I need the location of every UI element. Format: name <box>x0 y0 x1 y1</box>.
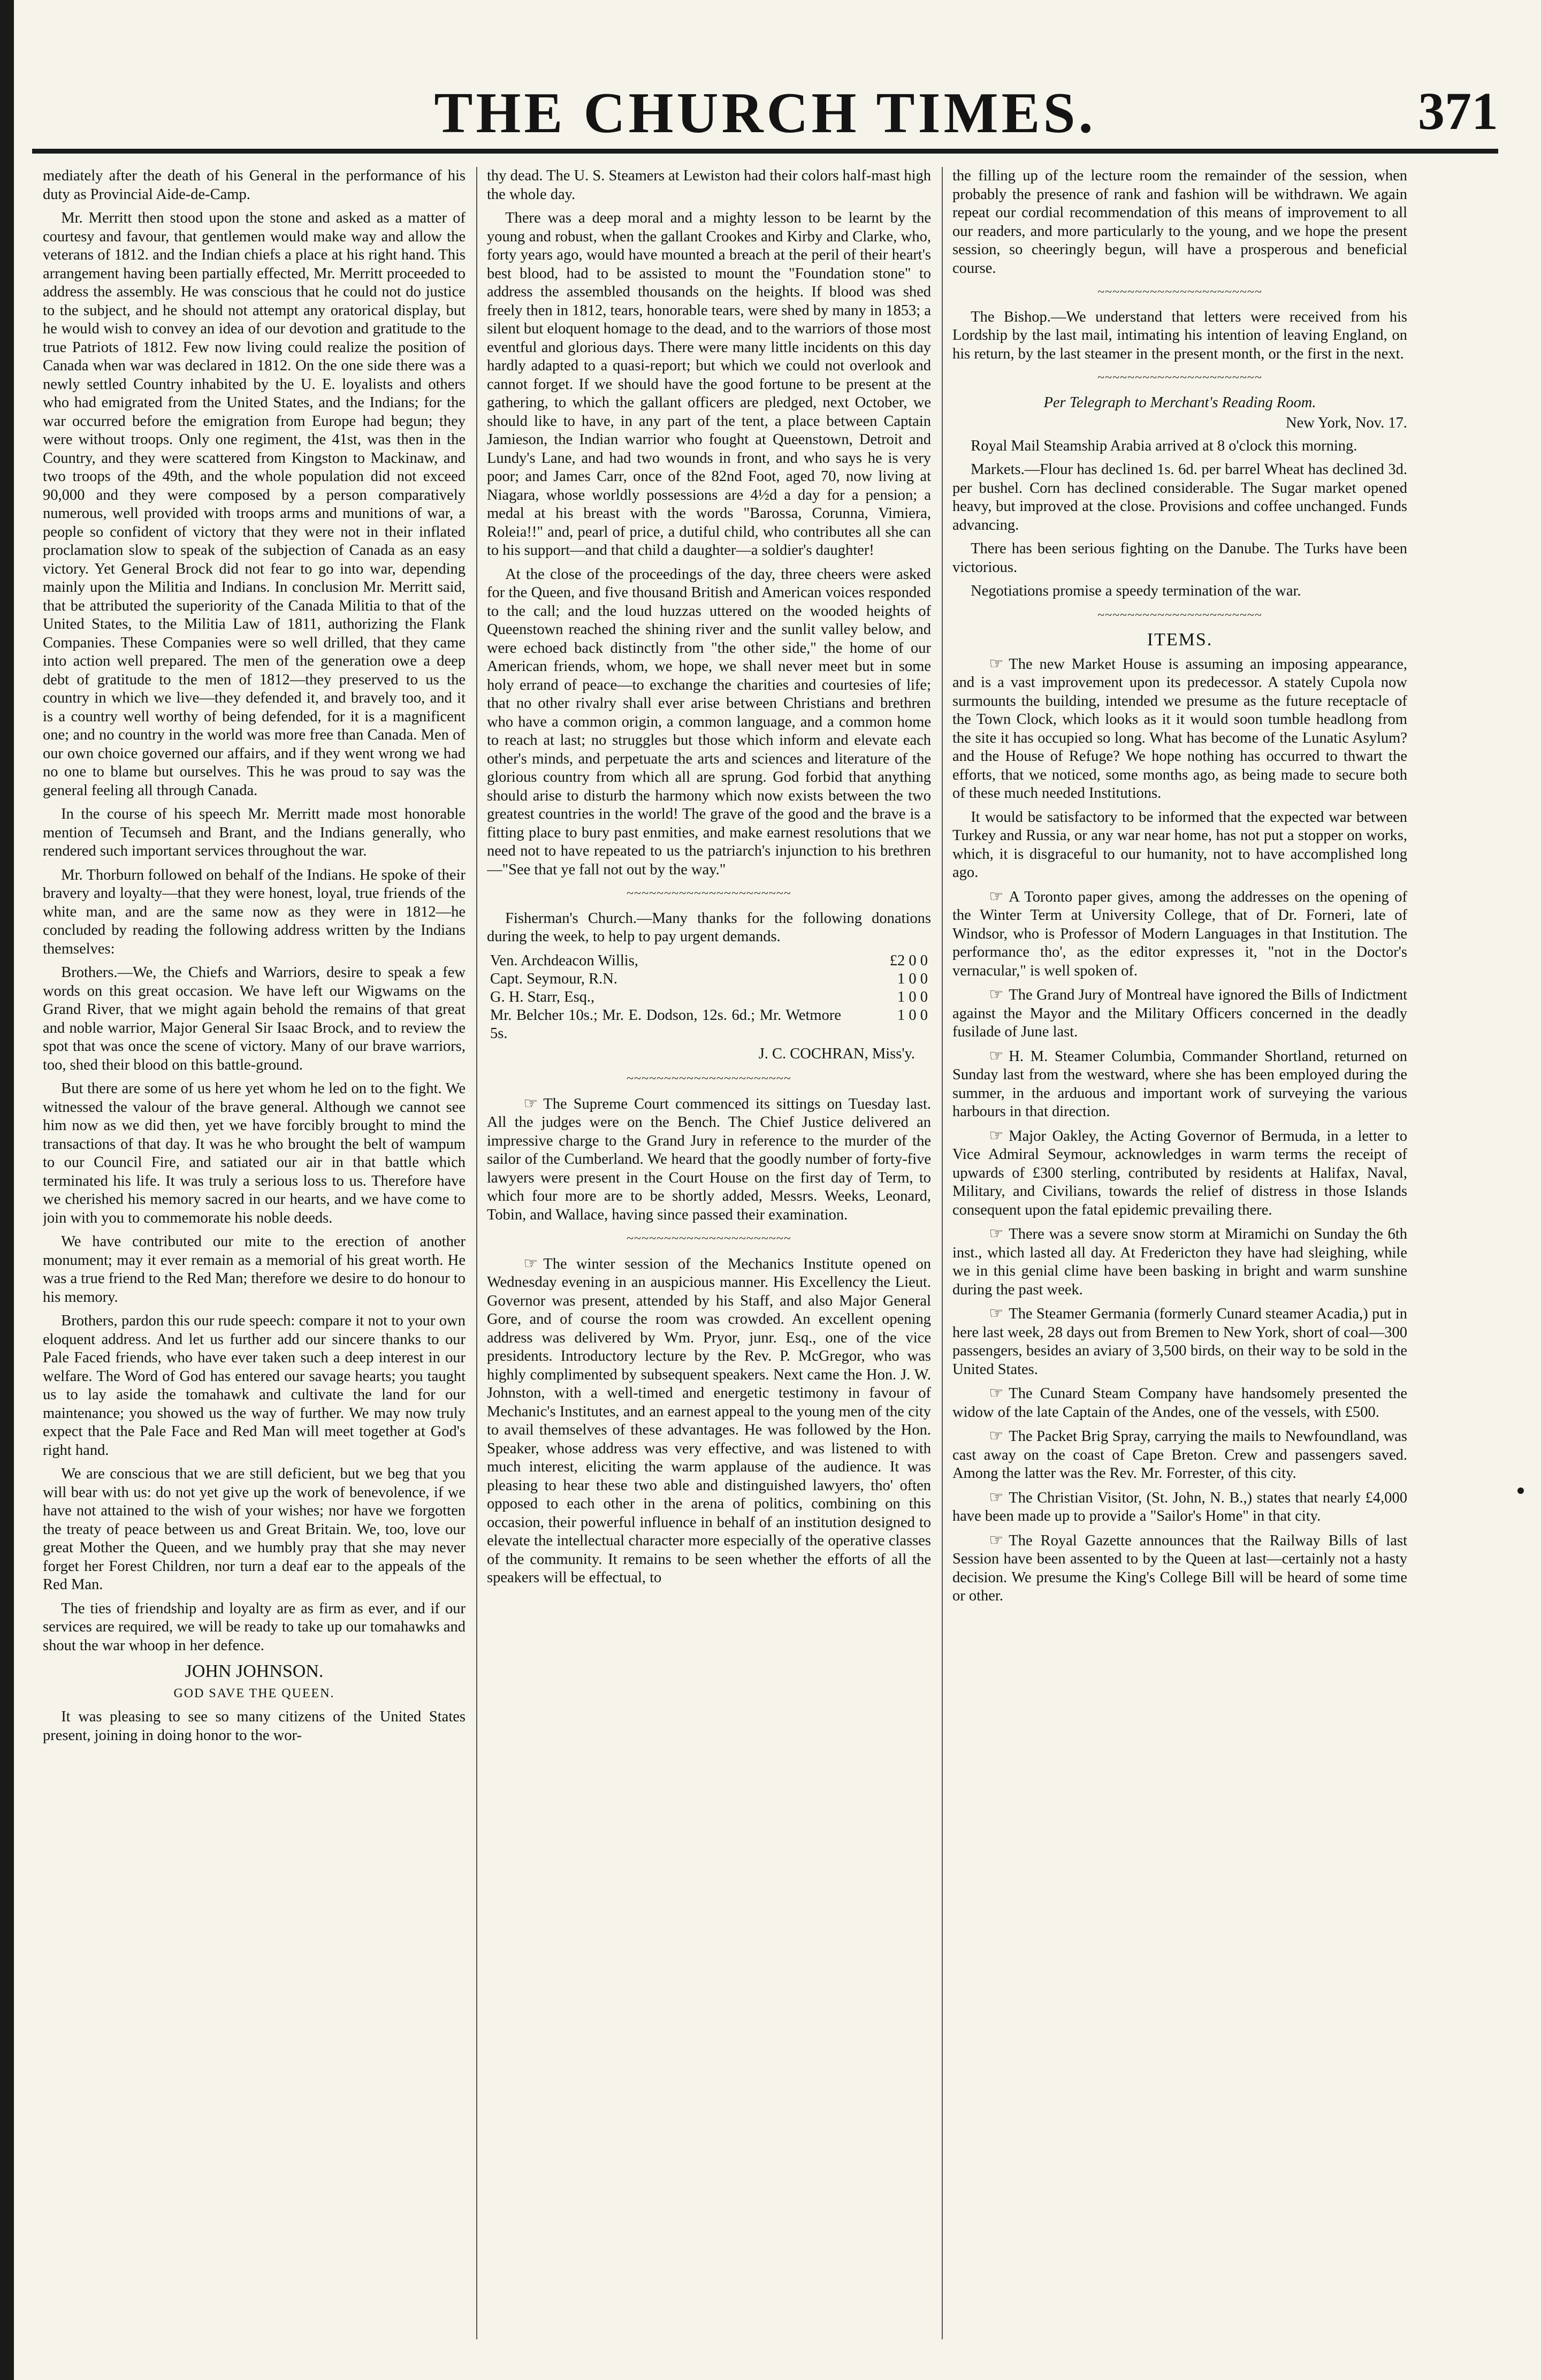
paragraph: the filling up of the lecture room the remainder of the session, when probably the presence of rank and fashion will be withdrawn. We again repeat our cordial recommendation of this means of improvement to all our readers, and more particularly to the young, and we hope the present session, so cheeringly begun, will have a prosperous and beneficial course. <box>952 167 1407 277</box>
pointing-hand-icon: ☞ <box>989 654 1004 673</box>
pointing-hand-icon: ☞ <box>989 1384 1004 1402</box>
paragraph: In the course of his speech Mr. Merritt made most honorable mention of Tecumseh and Brant, and the Indians generally, who rendered such important services throughout the war. <box>43 806 466 859</box>
donor-name: G. H. Starr, Esq., <box>490 988 595 1005</box>
donation-amount: £2 0 0 <box>889 952 928 969</box>
subscription-table <box>487 952 931 1043</box>
closing-line: GOD SAVE THE QUEEN. <box>173 1686 335 1700</box>
paragraph: The winter session of the Mechanics Institute opened on Wednesday evening in an auspicious manner. His Excellency the Lieut. Governor was present, attended by his Staff, and also Major General Gore, and of course the room was crowded. An excellent opening address was delivered by Wm. Pryor, junr. Esq., one of the vice presidents. Introductory lecture by the Rev. P. McGregor, who was highly complimented by subsequent speakers. Next came the Hon. J. W. Johnston, with a well-timed and energetic testimony in favour of Mechanic's Institutes, and an earnest appeal to the young men of the city to avail themselves of these advantages. He was followed by the Hon. Speaker, whose address was very effective, and was listened to with much interest, eliciting the warm applause of the audience. It was pleasing to hear these two able and distinguished lawyers, tho' often opposed to each other in the arena of politics, combining on this occasion, their powerful influence in behalf of an institution designed to elevate the intellectual character more especially of the operative classes of the community. It remains to be seen whether the efforts of all the speakers will be effectual, to <box>487 1255 931 1586</box>
column-2 <box>487 167 931 2339</box>
donation-amount: 1 0 0 <box>897 1006 928 1024</box>
paragraph: The Supreme Court commenced its sittings on Tuesday last. All the judges were on the Bench. The Chief Justice delivered an impressive charge to the Grand Jury in reference to the murder of the sailor of the Cumberland. We heard that the goodly number of forty-five lawyers were present in the Court House on the first day of Term, to which four more are to be shortly added, Messrs. Weeks, Leonard, Tobin, and Wallace, having since passed their examination. <box>487 1095 931 1223</box>
table-row <box>487 1006 931 1043</box>
pointing-hand-icon: ☞ <box>989 1225 1004 1242</box>
telegraph-heading: Per Telegraph to Merchant's Reading Room. <box>1043 394 1316 411</box>
column-divider <box>942 167 943 2339</box>
item-paragraph: H. M. Steamer Columbia, Commander Shortland, returned on Sunday last from the westward, where she has been employed during the summer, in the arduous and important work of surveying the various harbours in that direction. <box>952 1048 1407 1120</box>
paragraph: But there are some of us here yet whom he led on to the fight. We witnessed the valour of the brave general. Although we cannot see him now as we did then, yet we have forcibly brought to mind the transactions of that day. It was he who brought the belt of wampum to our Council Fire, and satiated our air in that battle which terminated his life. It was truly a serious loss to us. Therefore have we cherished his memory sacred in our hearts, and we have come to join with you to commemorate his noble deeds. <box>43 1080 466 1226</box>
paragraph: Brothers, pardon this our rude speech: compare it not to your own eloquent address. And let us further add our sincere thanks to our Pale Faced friends, who have ever taken such a deep interest in our welfare. The Word of God has entered our savage hearts; you taught us to lay aside the tomahawk and cultivate the land for our maintenance; you showed us the way of further. We may now truly expect that the Pale Face and Red Man will meet together at God's right hand. <box>43 1313 466 1459</box>
column-1 <box>43 167 466 2339</box>
item-paragraph: There was a severe snow storm at Miramichi on Sunday the 6th inst., which lasted all day. At Fredericton they have had sleighing, while we in this genial clime have been basking in bright and warm sunshine during the past week. <box>952 1226 1407 1298</box>
paragraph: At the close of the proceedings of the day, three cheers were asked for the Queen, and five thousand British and American voices responded to the call; and the loud huzzas uttered on the wooded heights of Queenstown reached the shining river and the sunlit valley below, and were echoed back distinctly from "the other side," the home of our American friends, whom, we hope, we shall never meet but in some holy errand of peace—to exchange the charities and courtesies of life; that no other rivalry shall ever arise between Christians and brethren who have a common origin, a common language, and a common home to reach at last; no struggles but those which inform and elevate each other's minds, and perpetuate the arts and sciences and literature of the glorious country from which all are sprung. God forbid that anything should arise to disturb the harmony which now exists between the two greatest countries in the world! The grave of the good and the brave is a fitting place to bury past enmities, and make earnest resolutions that we need not to have repeated to us the patriarch's injunction to his brethren—"See that ye fall not out by the way." <box>487 566 931 878</box>
dateline: New York, Nov. 17. <box>1286 415 1407 431</box>
newspaper-title: THE CHURCH TIMES. <box>434 81 1096 145</box>
donor-name: Ven. Archdeacon Willis, <box>490 952 638 969</box>
page-spine-edge <box>0 0 14 2380</box>
item-paragraph: The Royal Gazette announces that the Railway Bills of last Session have been assented to by the Queen at last—certainly not a hasty decision. We presume the King's College Bill will be heard of some time or other. <box>952 1532 1407 1604</box>
margin-dot <box>1517 1488 1524 1494</box>
pointing-hand-icon: ☞ <box>989 1427 1004 1445</box>
paragraph: Negotiations promise a speedy termination of the war. <box>971 583 1301 599</box>
paragraph: It was pleasing to see so many citizens of the United States present, joining in doing honor to the wor- <box>43 1708 466 1744</box>
ornamental-divider: ~~~~~~~~~~~~~~~~~~~~~~ <box>627 1072 791 1086</box>
table-row <box>487 952 931 970</box>
item-paragraph: The new Market House is assuming an imposing appearance, and is a vast improvement upon its predecessor. A stately Cupola now surmounts the building, intended we presume as the future receptacle of the Town Clock, which looks as it it would soon tumble headlong from the site it has occupied so long. What has become of the Lunatic Asylum? and the House of Refuge? We hope nothing has occurred to thwart the efforts, that we noticed, some months ago, as being made to secure both of these much needed Institutions. <box>952 655 1407 802</box>
item-paragraph: It would be satisfactory to be informed that the expected war between Turkey and Russia, or any war near home, has not put a stopper on works, which, it is disgraceful to our humanity, not to have accomplished long ago. <box>952 808 1407 881</box>
page-header <box>32 80 1498 144</box>
paragraph: We are conscious that we are still deficient, but we beg that you will bear with us: do not yet give up the work of benevolence, if we have not attained to the wish of your wishes; nor have we forgotten the treaty of peace between us and Great Britain. We, too, love our great Mother the Queen, and we humbly pray that she may never forget her Forest Children, nor turn a deaf ear to the appeals of the Red Man. <box>43 1466 466 1593</box>
pointing-hand-icon: ☞ <box>523 1254 538 1272</box>
header-rule <box>32 149 1498 154</box>
pointing-hand-icon: ☞ <box>989 1531 1004 1549</box>
paragraph: Fisherman's Church.—Many thanks for the following donations during the week, to help to pay urgent demands. <box>487 910 931 945</box>
table-row <box>487 970 931 988</box>
item-paragraph: A Toronto paper gives, among the addresses on the opening of the Winter Term at University College, that of Dr. Forneri, late of Windsor, who is Professor of Modern Languages in that Institution. The performance tho', as the editor expresses it, "not in the Doctor's vernacular," is well spoken of. <box>952 888 1407 979</box>
donation-amount: 1 0 0 <box>897 970 928 987</box>
paragraph: The ties of friendship and loyalty are as firm as ever, and if our services are required, we will be ready to take up our tomahawks and shout the war whoop in her defence. <box>43 1600 466 1654</box>
ornamental-divider: ~~~~~~~~~~~~~~~~~~~~~~ <box>1097 371 1262 385</box>
column-divider <box>476 167 477 2339</box>
paragraph: Markets.—Flour has declined 1s. 6d. per barrel Wheat has declined 3d. per bushel. Corn has declined considerable. The Sugar market opened heavy, but improved at the close. Provisions and coffee unchanged. Funds advancing. <box>952 461 1407 533</box>
item-paragraph: The Cunard Steam Company have handsomely presented the widow of the late Captain of the Andes, one of the vessels, with £500. <box>952 1385 1407 1421</box>
section-heading-items: ITEMS. <box>1147 630 1213 650</box>
donation-amount: 1 0 0 <box>897 988 928 1005</box>
donor-name: Capt. Seymour, R.N. <box>490 970 617 987</box>
item-paragraph: Major Oakley, the Acting Governor of Bermuda, in a letter to Vice Admiral Seymour, acknowledges in warm terms the receipt of upwards of £300 sterling, contributed by residents at Halifax, Naval, Military, and Civilians, towards the relief of distress in those Islands consequent upon the fatal epidemic prevailing there. <box>952 1127 1407 1218</box>
ornamental-divider: ~~~~~~~~~~~~~~~~~~~~~~ <box>1097 608 1262 622</box>
pointing-hand-icon: ☞ <box>989 887 1004 905</box>
ornamental-divider: ~~~~~~~~~~~~~~~~~~~~~~ <box>627 1232 791 1246</box>
paragraph: thy dead. The U. S. Steamers at Lewiston had their colors half-mast high the whole day. <box>487 167 931 203</box>
paragraph: mediately after the death of his General in the performance of his duty as Provincial Aide-de-Camp. <box>43 167 466 203</box>
item-paragraph: The Grand Jury of Montreal have ignored the Bills of Indictment against the Mayor and the Military Officers concerned in the deadly fusilade of June last. <box>952 987 1407 1040</box>
pointing-hand-icon: ☞ <box>989 1305 1004 1322</box>
paragraph: There has been serious fighting on the Danube. The Turks have been victorious. <box>952 540 1407 576</box>
pointing-hand-icon: ☞ <box>989 986 1004 1003</box>
donor-name: Mr. Belcher 10s.; Mr. E. Dodson, 12s. 6d.; Mr. Wetmore 5s. <box>490 1006 841 1042</box>
paragraph: The Bishop.—We understand that letters were received from his Lordship by the last mail, intimating his intention of leaving England, on his return, by the last steamer in the present month, or the first in the next. <box>952 308 1407 362</box>
page-number: 371 <box>1418 81 1498 141</box>
ornamental-divider: ~~~~~~~~~~~~~~~~~~~~~~ <box>1097 285 1262 299</box>
pointing-hand-icon: ☞ <box>523 1094 538 1112</box>
paragraph: We have contributed our mite to the erection of another monument; may it ever remain as a memorial of his great worth. He was a true friend to the Red Man; therefore we desire to do honour to his memory. <box>43 1233 466 1306</box>
item-paragraph: The Packet Brig Spray, carrying the mails to Newfoundland, was cast away on the coast of Cape Breton. Crew and passengers saved. Among the latter was the Rev. Mr. Forrester, of this city. <box>952 1428 1407 1482</box>
paragraph: Mr. Thorburn followed on behalf of the Indians. He spoke of their bravery and loyalty—that they were honest, loyal, true friends of the white man, and are the same now as they were in 1812—he concluded by reading the following address written by the Indians themselves: <box>43 866 466 957</box>
paragraph: Brothers.—We, the Chiefs and Warriors, desire to speak a few words on this great occasion. We have left our Wigwams on the Grand River, that we might again behold the remains of that great and noble warrior, Major General Sir Isaac Brock, and to review the spot that was once the scene of victory. Many of our brave warriors, too, shed their blood on this battle-ground. <box>43 964 466 1073</box>
pointing-hand-icon: ☞ <box>989 1126 1004 1145</box>
paragraph: There was a deep moral and a mighty lesson to be learnt by the young and robust, when the gallant Crookes and Kirby and Clarke, who, forty years ago, would have mounted a breach at the peril of their heart's best blood, had to be assisted to mount the "Foundation stone" to address the assembled thousands on the heights. If blood was shed freely then in 1812, tears, honorable tears, were shed by many in 1853; a silent but eloquent homage to the dead, and to the warriors of those most eventful and glorious days. There were many little incidents on this day hardly adapted to a quasi-report; but which we could not overlook and cannot forget. If we should have the good fortune to be present at the gathering, to which the gallant officers are pledged, next October, we should like to have, in any part of the tent, a place between Captain Jamieson, the Indian warrior who fought at Queenstown, Detroit and Lundy's Lane, and had two wounds in front, and who says he is very poor; and James Carr, once of the 82nd Foot, aged 70, now living at Niagara, whose worldly possessions are 4½d a day for a pension; a medal at his breast with the words "Barossa, Corunna, Vimiera, Roleia!!" and, pearl of price, a dutiful child, who contributes all she can to his support—and that child a daughter—a soldier's daughter! <box>487 210 931 559</box>
signature: JOHN JOHNSON. <box>185 1661 324 1681</box>
item-paragraph: The Steamer Germania (formerly Cunard steamer Acadia,) put in here last week, 28 days out from Bremen to New York, short of coal—300 passengers, besides an aviary of 3,500 birds, on their way to be sold in the United States. <box>952 1306 1407 1378</box>
table-row <box>487 988 931 1006</box>
subscription-signature: J. C. COCHRAN, Miss'y. <box>758 1045 915 1062</box>
pointing-hand-icon: ☞ <box>989 1488 1004 1506</box>
item-paragraph: The Christian Visitor, (St. John, N. B.,) states that nearly £4,000 have been made up to provide a "Sailor's Home" in that city. <box>952 1489 1407 1524</box>
column-3 <box>952 167 1407 2339</box>
paragraph: Royal Mail Steamship Arabia arrived at 8 o'clock this morning. <box>971 437 1357 454</box>
ornamental-divider: ~~~~~~~~~~~~~~~~~~~~~~ <box>627 887 791 901</box>
pointing-hand-icon: ☞ <box>989 1047 1004 1065</box>
paragraph: Mr. Merritt then stood upon the stone and asked as a matter of courtesy and favour, that gentlemen would make way and allow the veterans of 1812. and the Indian chiefs a place at his right hand. This arrangement having been partially effected, Mr. Merritt proceeded to address the assembly. He was conscious that he could not do justice to the subject, and he should not attempt any oratorical display, but he would wish to convey an idea of our devotion and gratitude to the true Patriots of 1812. Few now living could realize the position of Canada when war was declared in 1812. On the one side there was a newly settled Country inhabited by the U. E. loyalists and others who had emigrated from the United States, and the Indians; for the war occurred before the emigration from Europe had begun; they were without troops. Only one regiment, the 41st, was then in the Country, and they were scattered from Kingston to Mackinaw, and two troops of the 49th, and the whole population did not exceed 90,000 and they were composed by a person comparatively numerous, well provided with troops arms and munitions of war, a people so confident of victory that they were not in their inflated proclamation slow to speak of the subjection of Canada as an easy victory. Yet General Brock did not fear to go into war, depending mainly upon the Militia and Indians. In conclusion Mr. Merritt said, that be attributed the superiority of the Canada Militia to that of the United States, to the Militia Law of 1811, authorizing the Flank Companies. These Companies were so well drilled, that they came into action well prepared. The men of the generation owe a deep debt of gratitude to the men of 1812—they preserved to us the country in which we live—they defended it, and bravely too, and it is a country well worthy of being defended, for it is a magnificent one; and no country in the world was more free than Canada. Men of our own choice governed our affairs, and if they went wrong we had no one to blame but ourselves. This he was proud to say was the general feeling all through Canada. <box>43 210 466 799</box>
